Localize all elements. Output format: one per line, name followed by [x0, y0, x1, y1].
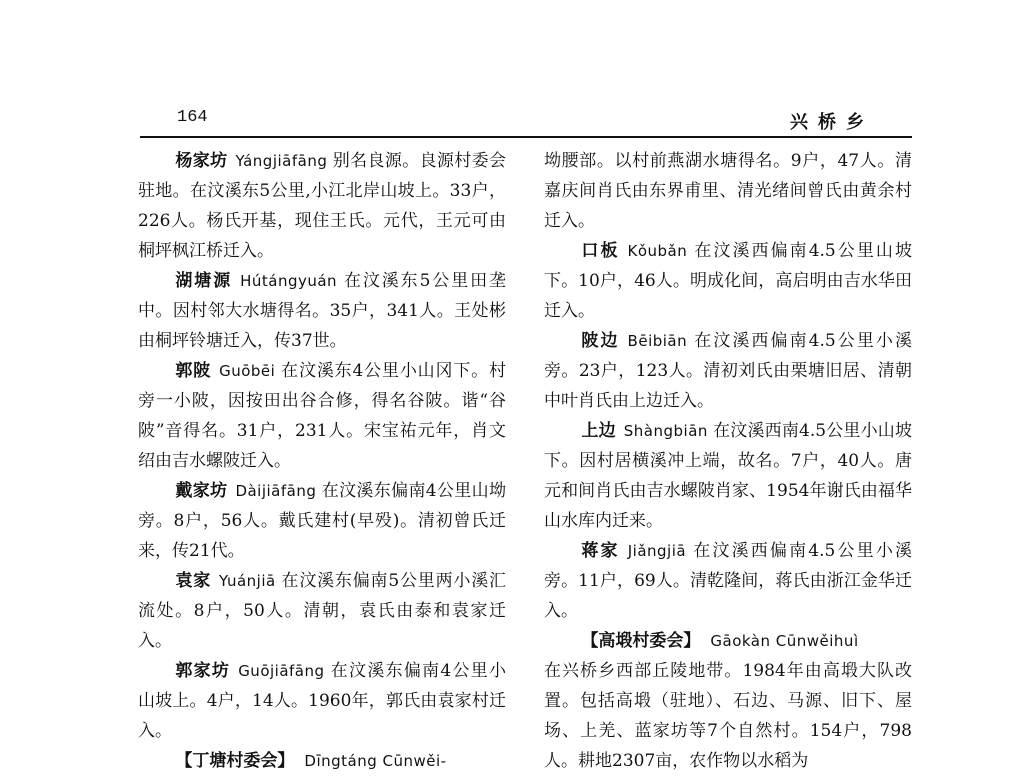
page-number: 164: [177, 108, 208, 127]
page-header: [140, 108, 912, 132]
entry-name: 口板: [581, 241, 620, 261]
section-name: 【高塅村委会】: [581, 631, 701, 651]
entry-text: 在汶溪西偏南4.5公里山坡下。10户，46人。明成化间，高启明由吉水华田迁入。: [544, 241, 912, 321]
right-column: [544, 146, 912, 776]
entry: [544, 326, 912, 416]
section-heading: [138, 746, 506, 776]
entry: [138, 656, 506, 746]
entry-pinyin: Jiǎngjiā: [627, 542, 687, 560]
entry-pinyin: Shàngbiān: [623, 422, 708, 440]
entry-name: 陂边: [581, 331, 620, 351]
entry-text: 在汶溪西南4.5公里小山坡下。因村居横溪冲上端，故名。7户，40人。唐元和间肖氏由吉水螺陂肖家、1954年谢氏由福华山水库内迁来。: [544, 421, 912, 531]
entry: [138, 476, 506, 566]
entry-name: 上边: [581, 421, 616, 441]
section-heading: [544, 626, 912, 656]
entry: [138, 146, 506, 266]
entry: [544, 536, 912, 626]
entry-pinyin: Guōbēi: [219, 362, 276, 380]
section-pinyin: Dīngtáng Cūnwěi-: [304, 752, 447, 770]
entry-name: 蒋家: [581, 541, 620, 561]
entry-text: 别名良源。良源村委会驻地。在汶溪东5公里,小江北岸山坡上。33户，226人。杨氏开基，现住王氏。元代，王元可由桐坪枫江桥迁入。: [138, 151, 507, 261]
entry-name: 郭家坊: [175, 661, 231, 681]
entry-text: 在汶溪西偏南4.5公里小溪旁。23户，123人。清初刘氏由栗塘旧居、清朝中叶肖氏由上边迁入。: [544, 331, 912, 411]
entry-text: 在汶溪东偏南4公里小山坡上。4户，14人。1960年，郭氏由袁家村迁入。: [138, 661, 506, 741]
entry-name: 湖塘源: [175, 271, 233, 291]
entry-pinyin: Kǒubǎn: [627, 242, 688, 260]
entry: [138, 266, 506, 356]
entry-pinyin: Yuánjiā: [219, 572, 276, 590]
entry-name: 郭陂: [175, 361, 212, 381]
section-pinyin: Gāokàn Cūnwěihuì: [710, 632, 859, 650]
entry-name: 戴家坊: [175, 481, 228, 501]
entry-pinyin: Dàijiāfāng: [235, 482, 317, 500]
entry: [138, 356, 506, 476]
continuation-text: 坳腰部。以村前燕湖水塘得名。9户，47人。清嘉庆间肖氏由东界甫里、清光绪间曾氏由黄余村迁入。: [544, 151, 912, 231]
entry-text: 在汶溪东4公里小山冈下。村旁一小陂，因按田出谷合修，得名谷陂。谐“谷陂”音得名。31户，231人。宋宝祐元年，肖文绍由吉水螺陂迁入。: [138, 361, 507, 471]
entry: [544, 236, 912, 326]
entry-text: 在汶溪西偏南4.5公里小溪旁。11户，69人。清乾隆间，蒋氏由浙江金华迁入。: [544, 541, 912, 621]
header-rule: [140, 136, 912, 138]
left-column: [138, 146, 506, 776]
section-text: 在兴桥乡西部丘陵地带。1984年由高塅大队改置。包括高塅（驻地）、石边、马源、旧下、屋场、上羌、蓝家坊等7个自然村。154户，798人。耕地2307亩，农作物以水稻为: [544, 661, 912, 771]
entry-name: 袁家: [175, 571, 212, 591]
entry-pinyin: Hútángyuán: [240, 272, 338, 290]
entry-text: 在汶溪东偏南4公里山坳旁。8户，56人。戴氏建村(早殁)。清初曾氏迁来，传21代。: [138, 481, 506, 561]
entry-pinyin: Bēibiān: [627, 332, 688, 350]
entry-text: 在汶溪东偏南5公里两小溪汇流处。8户，50人。清朝，袁氏由泰和袁家迁入。: [138, 571, 506, 651]
entry: [138, 566, 506, 656]
entry-text: 在汶溪东5公里田垄中。因村邻大水塘得名。35户，341人。王处彬由桐坪铃塘迁入，传37世。: [138, 271, 506, 351]
section-name: 【丁塘村委会】: [175, 751, 295, 771]
entry-pinyin: Guōjiāfāng: [238, 662, 325, 680]
entry-name: 杨家坊: [175, 151, 228, 171]
entry-pinyin: Yángjiāfāng: [235, 152, 328, 170]
running-title: 兴桥乡: [790, 112, 874, 133]
entry: [544, 416, 912, 536]
